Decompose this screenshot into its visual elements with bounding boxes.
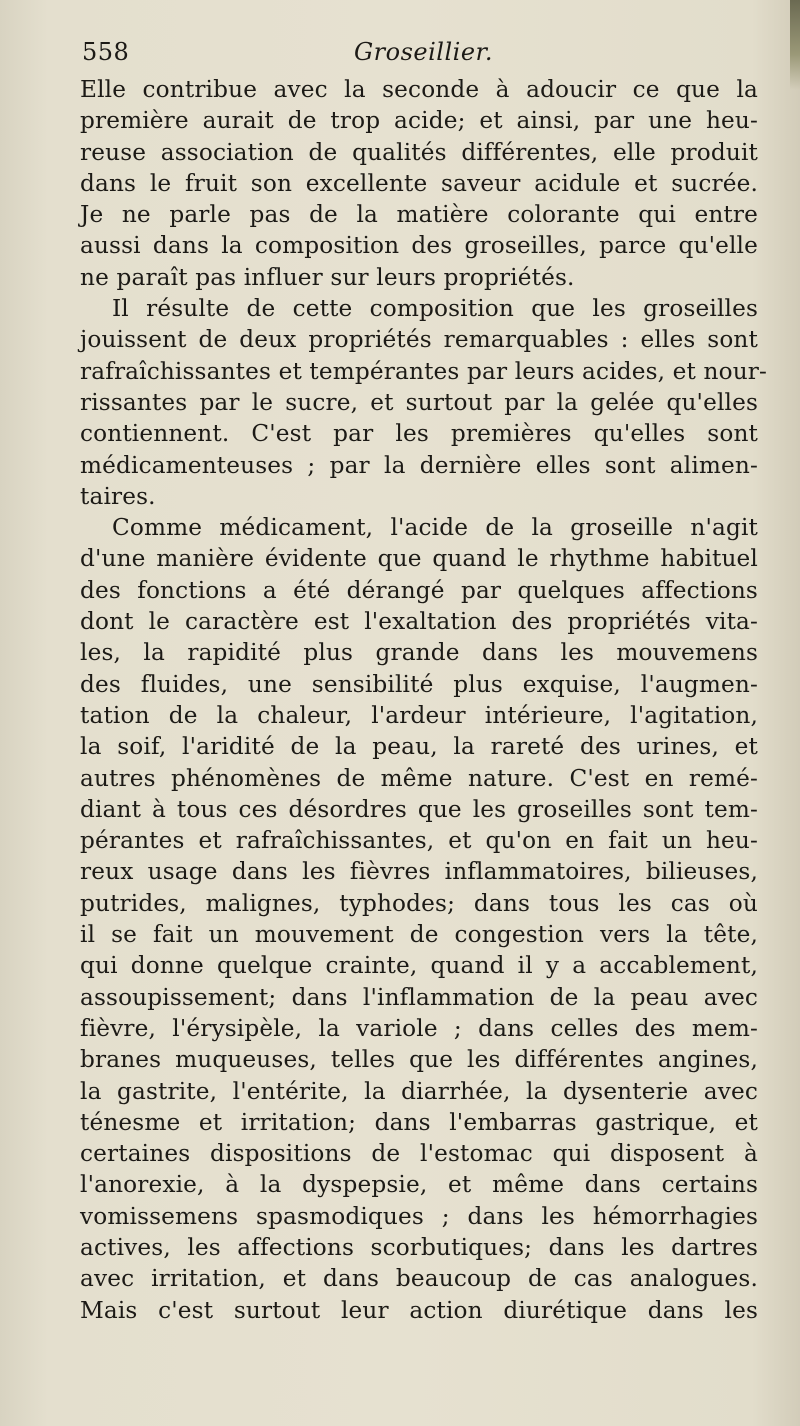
text-line: dont le caractère est l'exaltation des propriétés vita- [80,608,758,636]
page-number: 558 [82,38,130,66]
text-line: d'une manière évidente que quand le rhythme habituel [80,545,758,573]
text-line: avec irritation, et dans beaucoup de cas analogues. [80,1265,758,1293]
text-line: jouissent de deux propriétés remarquables : elles sont [80,326,758,354]
text-line: la gastrite, l'entérite, la diarrhée, la dysenterie avec [80,1077,758,1105]
text-line: reuse association de qualités différentes, elle produit [80,138,758,166]
text-line: la soif, l'aridité de la peau, la rareté des urines, et [80,733,758,761]
text-line: Comme médicament, l'acide de la groseille n'agit [112,514,758,542]
text-line: Mais c'est surtout leur action diurétique dans les [80,1296,758,1324]
text-line: fièvre, l'érysipèle, la variole ; dans celles des mem- [80,1014,758,1042]
text-line: vomissemens spasmodiques ; dans les hémorrhagies [80,1202,758,1230]
text-line: médicamenteuses ; par la dernière elles sont alimen- [80,451,758,479]
text-line: rissantes par le sucre, et surtout par la gelée qu'elles [80,388,758,416]
text-line: l'anorexie, à la dyspepsie, et même dans certains [80,1171,758,1199]
text-line: rafraîchissantes et tempérantes par leurs acides, et nour- [80,357,768,385]
text-line: reux usage dans les fièvres inflammatoires, bilieuses, [80,858,758,886]
text-line: qui donne quelque crainte, quand il y a accablement, [80,952,758,980]
text-line: ne paraît pas influer sur leurs propriétés. [80,263,575,291]
text-line: les, la rapidité plus grande dans les mouvemens [80,639,758,667]
text-line: des fonctions a été dérangé par quelques affections [80,576,758,604]
text-line: ténesme et irritation; dans l'embarras gastrique, et [80,1108,758,1136]
body-text [80,74,768,1326]
text-line: dans le fruit son excellente saveur acidule et sucrée. [80,169,758,197]
text-line: Il résulte de cette composition que les groseilles [112,295,758,323]
text-line: des fluides, une sensibilité plus exquise, l'augmen- [80,670,758,698]
text-line: assoupissement; dans l'inflammation de la peau avec [80,983,758,1011]
text-line: certaines dispositions de l'estomac qui disposent à [80,1140,758,1168]
text-line: tation de la chaleur, l'ardeur intérieure, l'agitation, [80,701,758,729]
text-line: diant à tous ces désordres que les groseilles sont tem- [80,795,758,823]
text-line: pérantes et rafraîchissantes, et qu'on en fait un heu- [80,827,758,855]
text-line: taires. [80,482,156,510]
text-line: actives, les affections scorbutiques; dans les dartres [80,1233,758,1261]
text-line: aussi dans la composition des groseilles, parce qu'elle [80,232,758,260]
text-line: première aurait de trop acide; et ainsi, par une heu- [80,107,758,135]
text-line: autres phénomènes de même nature. C'est en remé- [80,764,758,792]
text-line: Je ne parle pas de la matière colorante qui entre [80,201,758,229]
text-line: il se fait un mouvement de congestion vers la tête, [80,921,758,949]
running-head: Groseillier. [354,38,493,66]
text-line: contiennent. C'est par les premières qu'elles sont [80,420,758,448]
text-line: putrides, malignes, typhodes; dans tous les cas où [80,889,758,917]
page-header [82,38,762,72]
text-line: branes muqueuses, telles que les différentes angines, [80,1046,758,1074]
page-edge-shadow [790,0,800,90]
text-line: Elle contribue avec la seconde à adoucir ce que la [80,76,758,103]
